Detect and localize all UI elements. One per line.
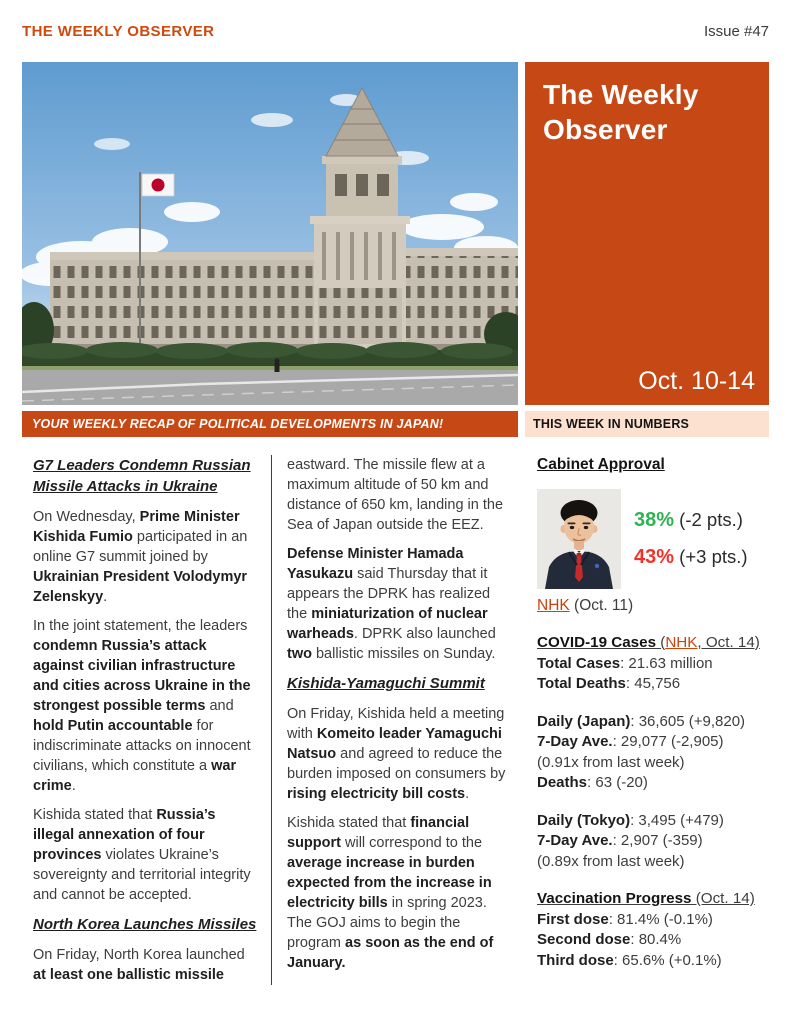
text-segment: : 21.63 million (620, 654, 713, 672)
paragraph (287, 704, 512, 804)
stat-line (537, 732, 769, 753)
text-segment: : 80.4% (630, 931, 682, 948)
text-segment: for indiscriminate attacks on innocent civilians, which constitute a (33, 718, 251, 774)
covid-totals (537, 654, 769, 695)
stat-line (537, 811, 769, 832)
paragraph (287, 813, 512, 973)
masthead (525, 62, 769, 405)
article-column-2 (287, 455, 512, 982)
paragraph (33, 805, 258, 905)
pedestrian (275, 359, 280, 373)
article-column-1 (33, 455, 258, 994)
stat-line (537, 674, 769, 695)
text-segment: two (287, 646, 312, 662)
text-segment: 38% (634, 508, 675, 531)
paragraph (33, 507, 258, 607)
text-segment: On Friday, Kishida held a meeting with (287, 706, 505, 742)
text-segment: financial support (287, 815, 470, 851)
article-heading-g7: G7 Leaders Condemn Russian Missile Attacks in Ukraine (33, 457, 251, 495)
paragraph (287, 544, 512, 664)
text-segment: as soon as the end of January. (287, 935, 494, 971)
text-segment: Kishida stated that (33, 807, 157, 823)
diet-building-photo (22, 62, 518, 405)
text-segment: Defense Minister Hamada Yasukazu (287, 546, 464, 582)
text-segment: rising electricity bill costs (287, 786, 466, 802)
text-segment: : 65.6% (+0.1%) (613, 951, 722, 969)
text-segment: Vaccination Progress (537, 890, 692, 907)
text-segment: 7-Day Ave. (537, 832, 613, 849)
masthead-title: The Weekly Observer (543, 79, 699, 145)
issue-number: Issue #47 (703, 23, 769, 40)
text-segment: Total Cases (537, 654, 621, 672)
text-segment: at least one ballistic missile (33, 967, 224, 983)
text-segment: (Oct. 14) (691, 890, 755, 907)
nhk-link[interactable]: NHK (537, 596, 570, 614)
paragraph (33, 616, 258, 796)
text-segment: war crime (33, 758, 237, 794)
covid-tokyo-stats (537, 811, 769, 873)
text-segment: : 36,605 (+9,820) (630, 712, 746, 730)
covid-japan-stats (537, 712, 769, 794)
column-divider (271, 455, 272, 985)
text-segment: . (71, 778, 76, 794)
numbers-banner (525, 411, 769, 437)
numbers-banner-text: THIS WEEK IN NUMBERS (533, 417, 690, 431)
text-segment: violates Ukraine’s sovereignty and territorial integrity and cannot be accepted. (33, 847, 251, 903)
text-segment: . DPRK also launched (353, 626, 496, 642)
text-segment: : 81.4% (-0.1%) (608, 910, 713, 928)
text-segment: Third dose (537, 951, 614, 969)
text-segment: Kishida stated that (287, 815, 411, 831)
stat-line (537, 951, 769, 972)
text-segment: First dose (537, 910, 609, 928)
stat-line (537, 910, 769, 931)
cabinet-approval-block (537, 489, 769, 589)
text-segment: , Oct. 14) (697, 634, 760, 651)
stat-line (537, 831, 769, 852)
text-segment: Total Deaths (537, 675, 626, 692)
masthead-date: Oct. 10-14 (638, 367, 755, 395)
text-segment: On Wednesday, (33, 509, 140, 525)
text-segment: : 63 (-20) (587, 774, 648, 791)
text-segment: Russia’s illegal annexation of four provinces (33, 807, 216, 863)
text-segment: In the joint statement, the leaders (33, 618, 248, 634)
text-segment: COVID-19 Cases (537, 634, 657, 651)
text-segment: . (103, 589, 108, 605)
text-segment: : 3,495 (+479) (630, 811, 724, 829)
stat-line (537, 712, 769, 733)
stat-line (537, 930, 769, 951)
text-segment: 43% (634, 546, 675, 568)
text-segment: : 45,756 (625, 675, 681, 692)
text-segment: (Oct. 11) (569, 596, 634, 614)
text-segment: : 2,907 (-359) (612, 832, 703, 849)
tagline-text: YOUR WEEKLY RECAP OF POLITICAL DEVELOPMENTS IN JAPAN! (32, 417, 444, 431)
paragraph (287, 455, 512, 535)
text-segment: eastward. The missile flew at a maximum altitude of 50 km and distance of 650 km, landing in the Sea of Japan outside the EEZ. (287, 457, 504, 533)
text-segment: average increase in burden expected from the increase in electricity bills (287, 855, 492, 911)
article-heading-summit: Kishida-Yamaguchi Summit (287, 675, 485, 692)
article-heading-north-korea: North Korea Launches Missiles (33, 916, 257, 933)
stat-line (537, 753, 769, 774)
covid-cases-heading (537, 633, 769, 654)
text-segment: Second dose (537, 931, 631, 948)
cabinet-source (537, 596, 769, 617)
text-segment: 7-Day Ave. (537, 733, 613, 750)
kishida-portrait-photo (537, 489, 621, 589)
text-segment: (0.89x from last week) (537, 852, 685, 870)
approval-figures (621, 489, 748, 589)
approval-rate (634, 510, 748, 531)
text-segment: : 29,077 (-2,905) (612, 733, 724, 750)
paragraph (33, 945, 258, 985)
text-segment: ( (656, 634, 666, 651)
disapproval-rate (634, 547, 748, 568)
stat-line (537, 852, 769, 873)
newsletter-brand: THE WEEKLY OBSERVER (22, 23, 215, 40)
tagline-banner (22, 411, 518, 437)
text-segment: ballistic missiles on Sunday. (311, 646, 496, 662)
text-segment: said Thursday that it appears the DPRK has realized the (287, 566, 491, 622)
text-segment: will correspond to the (340, 835, 483, 851)
text-segment: Daily (Tokyo) (537, 811, 631, 829)
stat-line (537, 654, 769, 675)
text-segment: and agreed to reduce the burden imposed on consumers by (287, 746, 506, 782)
text-segment: miniaturization of nuclear warheads (287, 606, 488, 642)
text-segment: (-2 pts.) (674, 508, 743, 530)
text-segment: (+3 pts.) (674, 546, 748, 567)
text-segment: Daily (Japan) (537, 712, 631, 730)
vaccination-heading (537, 889, 769, 910)
vaccination-stats (537, 910, 769, 972)
text-segment: . (465, 786, 470, 802)
text-segment: Ukrainian President Volodymyr Zelenskyy (33, 569, 248, 605)
stat-line (537, 773, 769, 794)
text-segment: hold Putin accountable (33, 718, 193, 734)
nhk-link[interactable]: NHK (665, 634, 698, 651)
text-segment: Komeito leader Yamaguchi Natsuo (287, 726, 502, 762)
text-segment: in spring 2023. The GOJ aims to begin the program (287, 895, 487, 951)
cabinet-approval-heading: Cabinet Approval (537, 456, 665, 473)
text-segment: On Friday, North Korea launched (33, 947, 245, 963)
tower-cornice (322, 156, 402, 164)
text-segment: participated in an online G7 summit joined by (33, 529, 248, 565)
text-segment: (0.91x from last week) (537, 753, 685, 771)
text-segment: Prime Minister Kishida Fumio (33, 509, 240, 545)
text-segment: Deaths (537, 774, 588, 791)
numbers-sidebar (537, 455, 769, 971)
text-segment: and (205, 698, 234, 714)
text-segment: condemn Russia’s attack against civilian infrastructure and cities across Ukraine in the strongest possible terms (33, 638, 251, 714)
